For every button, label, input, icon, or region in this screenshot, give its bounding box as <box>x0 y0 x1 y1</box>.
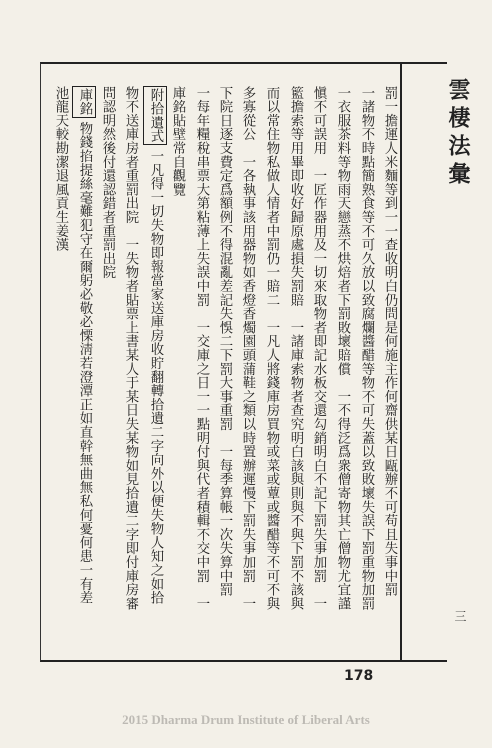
text-column-15: 池龍天較勘潔退風貢生姜漢 <box>53 86 68 252</box>
text-column-10: 庫銘貼壁常自觀覽 <box>170 86 185 197</box>
text-column-9: 一每年糧稅串票大第粘薄上失誤中罰 一交庫之日一一點明付與代者積輯不交中罰 一 <box>194 86 209 611</box>
page-number: 178 <box>344 668 374 684</box>
running-head-folio: 三 <box>453 610 467 622</box>
section-heading-boxed: 庫銘 <box>72 86 96 118</box>
running-head-title: 雲棲法彙 <box>445 78 471 190</box>
text-column-12: 物不送庫房者重罰出院 一失物者貼票上書某人于某日失某物如見拾遺二字即付庫房審 <box>123 86 138 611</box>
text-column-8: 下院日逐支費定爲額例不得混亂差記失悞二下罰大事重罰 一每季算帳一次失算中罰 <box>217 86 232 597</box>
text-column-2: 一諸物不時點簡熟食等不可久放以致腐爛醬醋等物不可失蓋以致敗壞失誤下罰重物加罰 <box>359 86 374 611</box>
text-column-14: 庫銘物錢掐提絲毫難犯守在爾躬必敬必慄淸若澄潭正如直幹無曲無私何憂何患一有差 <box>72 86 96 646</box>
text-column-3: 一衣服茶料等物雨天戀蒸不烘焙者下罰敗壞賠償 一不得泛爲衆僧寄物其亡僧物尤宜謹 <box>335 86 350 611</box>
text-column-4: 愼不可誤用 一匠作器用及一切來取物者即記水板交還勾銷明白不記下罰失事加罰 一 <box>311 86 326 611</box>
text-column-1: 罰一擔運人米麵等到一一查收明白仍問是何施主作何齋供某日甌辦不可苟且失事中罰 <box>382 86 397 597</box>
text-column-6: 而以常住物私做人情者中罰仍一賠二 一凡人將錢庫房買物或菜或蕈或醬醋等不可不與 <box>264 86 279 611</box>
footer-watermark: 2015 Dharma Drum Institute of Liberal Arts <box>122 712 370 727</box>
text-column-7: 多寡從公 一各執事該用器物如香燈香燭園頭蒲鞋之類以時置辦遲慢下罰失事加罰 一 <box>240 86 255 611</box>
text-column-11: 附拾遺式一凡得一切失物即報當家送庫房收貯翻轉拾遺二字向外以便失物人知之如拾 <box>143 86 167 646</box>
frame-right-rule <box>400 62 402 662</box>
section-heading-boxed: 附拾遺式 <box>143 86 167 145</box>
text-column-5: 籃擔索等用畢即收好歸原處損失罰賠 一諸庫索物者查究明白該與則與不與下罰不該與 <box>288 86 303 611</box>
text-column-13: 問認明然後付還認錯者重罰出院 <box>100 86 115 280</box>
